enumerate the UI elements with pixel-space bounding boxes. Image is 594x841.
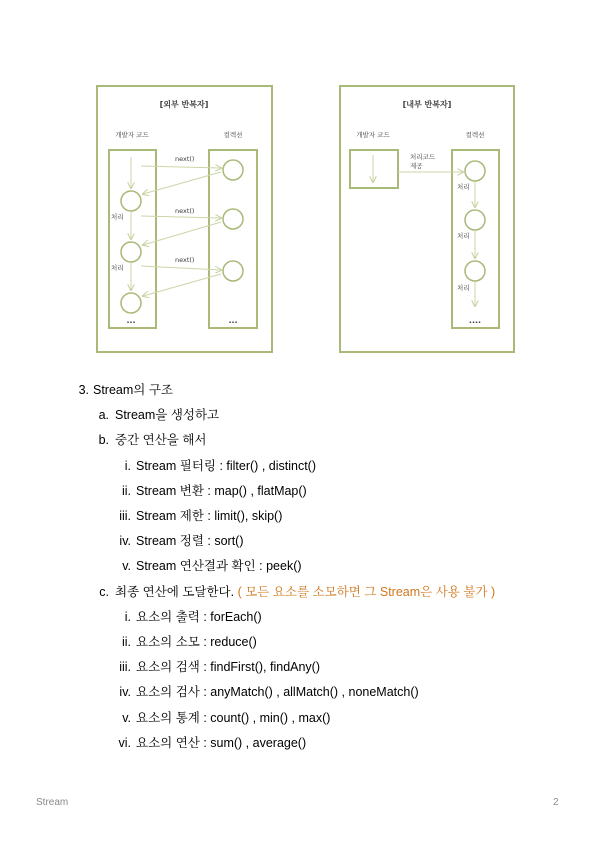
next-call-label: next() [175,207,195,215]
external-collection-label: 컬렉션 [223,131,243,139]
list-marker: c. [99,585,109,599]
list-item-text: 요소의 검사 : anyMatch() , allMatch() , noneMatch() [136,685,419,699]
provide-code-label: 제공 [410,162,423,170]
list-marker: iii. [119,509,131,523]
list-item-text: Stream을 생성하고 [115,408,220,422]
developer-process-circle [121,191,141,211]
internal-developer-code-box [350,150,398,188]
next-call-label: next() [175,155,195,163]
list-marker: v. [122,711,131,725]
external-arrows [131,157,221,296]
list-item-text: Stream 정렬 : sort() [136,534,244,548]
warning-note: ( 모든 요소를 소모하면 그 Stream은 사용 불가 ) [237,585,496,599]
list-item-text: Stream 필터링 : filter() , distinct() [136,459,316,473]
external-collection-box [209,150,257,328]
external-diagram-title: [외부 반복자] [159,100,209,109]
external-iterator-diagram [97,86,272,352]
external-developer-code-label: 개발자 코드 [115,131,149,139]
collection-element-circle [465,210,485,230]
developer-ellipsis: ... [126,316,136,325]
list-item-text: Stream 변환 : map() , flatMap() [136,484,307,498]
collection-element-circle [223,209,243,229]
process-label: 처리 [111,264,124,272]
list-item-text: 요소의 통계 : count() , min() , max() [136,711,331,725]
collection-element-circle [223,160,243,180]
next-call-label: next() [175,256,195,264]
list-item-text: 요소의 소모 : reduce() [136,635,257,649]
list-item-text: Stream 연산결과 확인 : peek() [136,559,302,573]
list-marker: iii. [119,660,131,674]
developer-process-circle [121,293,141,313]
collection-ellipsis: ... [228,316,238,325]
list-item-text: 중간 연산을 해서 [115,433,207,447]
internal-developer-code-label: 개발자 코드 [356,131,390,139]
list-marker: b. [98,433,109,447]
external-developer-code-box [109,150,156,328]
footer-title: Stream [36,797,69,808]
internal-diagram-title: [내부 반복자] [402,100,452,109]
list-item-text: 요소의 검색 : findFirst(), findAny() [136,660,321,674]
collection-element-circle [465,261,485,281]
list-marker: v. [122,559,131,573]
list-marker: a. [98,408,109,422]
list-item-text: 요소의 출력 : forEach() [136,610,262,624]
list-marker: vi. [118,736,131,750]
collection-element-circle [223,261,243,281]
developer-process-circle [121,242,141,262]
list-item-text: 요소의 연산 : sum() , average() [136,736,307,750]
list-marker: ii. [121,635,131,649]
process-label: 처리 [111,213,124,221]
internal-iterator-diagram [340,86,514,352]
list-marker: i. [124,459,131,473]
collection-element-circle [465,161,485,181]
internal-diagram-frame [340,86,514,352]
collection-ellipsis: .... [468,316,482,325]
iterator-diagrams [0,0,594,370]
list-marker: ii. [121,484,131,498]
provide-code-label: 처리코드 [410,153,436,161]
process-label: 처리 [457,284,470,292]
list-marker: i. [124,610,131,624]
process-label: 처리 [457,232,470,240]
list-item-text: 최종 연산에 도달한다. [115,585,235,599]
list-marker: iv. [119,534,131,548]
list-marker: iv. [119,685,131,699]
process-label: 처리 [457,183,470,191]
list-marker: 3. [78,383,89,397]
list-item-text: Stream 제한 : limit(), skip() [136,509,283,523]
page-number: 2 [553,797,559,808]
section-title: Stream의 구조 [93,383,173,397]
internal-collection-label: 컬렉션 [465,131,485,139]
